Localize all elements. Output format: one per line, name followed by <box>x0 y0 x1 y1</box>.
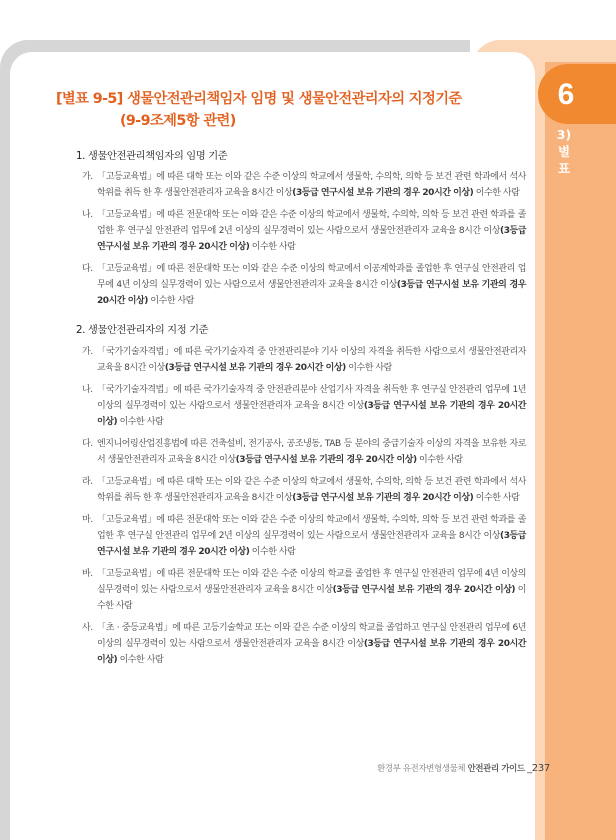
page-number: _237 <box>527 763 550 774</box>
item-body: 「고등교육법」에 따른 전문대학 또는 이와 같은 수준 이상의 학교에서 생물학, 수의학, 의학 등 보건 관련 학과를 졸업한 후 연구실 안전관리 업무에 2년 이상의 실무경력이 있는 사람으로서 생물안전관리자 교육을 8시간 이상 <box>97 515 526 541</box>
item-body: 「고등교육법」에 따른 전문대학 또는 이와 같은 수준 이상의 학교에서 이공계학과를 졸업한 후 연구실 안전관리 업무에 4년 이상의 실무경력이 있는 사람으로서 생물안전관리자 교육을 8시간 이상 <box>97 264 526 290</box>
item-tail: 이수한 사람 <box>97 585 527 611</box>
list-item <box>82 436 526 468</box>
item-bold: (3등급 연구시설 보유 기관의 경우 20시간 이상) <box>332 585 516 595</box>
item-tail: 이수한 사람 <box>345 363 392 373</box>
item-tail: 이수한 사람 <box>117 655 164 665</box>
section-heading-1: 1. 생물안전관리책임자의 임명 기준 <box>76 150 228 162</box>
item-marker: 나. <box>82 385 93 395</box>
item-body: 「국가기술자격법」에 따른 국가기술자격 중 안전관리분야 산업기사 자격을 취득한 후 연구실 안전관리 업무에 1년 이상의 실무경력이 있는 사람으로서 생물안전관리자 교육을 8시간 이상 <box>97 385 526 411</box>
item-tail: 이수한 사람 <box>473 493 520 503</box>
footer-guide-title: 안전관리 가이드 <box>467 763 525 773</box>
item-tail: 이수한 사람 <box>416 455 463 465</box>
item-tail: 이수한 사람 <box>147 296 194 306</box>
item-tail: 이수한 사람 <box>117 417 164 427</box>
section-label-char-1: 별 <box>557 144 571 159</box>
section-number: 3) <box>556 127 572 142</box>
item-body: 「고등교육법」에 따른 전문대학 또는 이와 같은 수준 이상의 학교를 졸업한 후 연구실 안전관리 업무에 4년 이상의 실무경력이 있는 사람으로서 생물안전관리자 교육을 8시간 이상 <box>97 569 526 595</box>
item-body: 「초 · 중등교육법」에 따른 고등기술학교 또는 이와 같은 수준 이상의 학교를 졸업하고 연구실 안전관리 업무에 6년 이상의 실무경력이 있는 사람으로서 생물안전관리자 교육을 8시간 이상 <box>97 623 526 649</box>
footer-publisher: 환경부 유전자변형생물체 <box>377 763 466 773</box>
item-marker: 마. <box>82 515 93 525</box>
item-bold: (3등급 연구시설 보유 기관의 경우 20시간 이상) <box>97 401 526 427</box>
item-bold: (3등급 연구시설 보유 기관의 경우 20시간 이상) <box>97 280 526 306</box>
item-marker: 다. <box>82 264 93 274</box>
section-side-label <box>546 126 582 177</box>
item-body: 「국가기술자격법」에 따른 국가기술자격 중 안전관리분야 기사 이상의 자격을 취득한 사람으로서 생물안전관리자 교육을 8시간 이상 <box>97 347 526 373</box>
background-orange-strip <box>545 62 616 840</box>
item-marker: 바. <box>82 569 93 579</box>
list-item <box>82 474 526 506</box>
item-tail: 이수한 사람 <box>249 242 296 252</box>
section-label-char-2: 표 <box>557 161 571 176</box>
item-text <box>97 436 526 468</box>
list-item <box>82 512 526 560</box>
item-marker: 라. <box>82 477 93 487</box>
item-bold: (3등급 연구시설 보유 기관의 경우 20시간 이상) <box>292 493 474 503</box>
item-body: 「고등교육법」에 따른 대학 또는 이와 같은 수준 이상의 학교에서 생물학, 수의학, 의학 등 보건 관련 학과에서 석사학위를 취득 한 후 생물안전관리자 교육을 8시간 이상 <box>97 172 526 198</box>
item-bold: (3등급 연구시설 보유 기관의 경우 20시간 이상) <box>97 531 526 557</box>
item-text <box>97 620 526 668</box>
item-marker: 나. <box>82 210 93 220</box>
list-item <box>82 169 526 201</box>
item-bold: (3등급 연구시설 보유 기관의 경우 20시간 이상) <box>164 363 346 373</box>
list-item <box>82 620 526 668</box>
page-footer <box>330 762 550 774</box>
title-line-2: (9-9조제5항 관련) <box>120 113 236 129</box>
item-marker: 가. <box>82 347 93 357</box>
title-line-1: [별표 9-5] 생물안전관리책임자 임명 및 생물안전관리자의 지정기준 <box>56 91 462 107</box>
content-body <box>76 147 526 674</box>
item-tail: 이수한 사람 <box>473 188 520 198</box>
item-body: 「고등교육법」에 따른 대학 또는 이와 같은 수준 이상의 학교에서 생물학, 수의학, 의학 등 보건 관련 학과에서 석사학위를 취득 한 후 생물안전관리자 교육을 8시간 이상 <box>97 477 526 503</box>
page-title <box>56 88 496 132</box>
list-item <box>82 344 526 376</box>
list-item <box>82 261 526 309</box>
item-body: 「고등교육법」에 따른 전문대학 또는 이와 같은 수준 이상의 학교에서 생물학, 수의학, 의학 등 보건 관련 학과를 졸업한 후 연구실 안전관리 업무에 2년 이상의 실무경력이 있는 사람으로서 생물안전관리자 교육을 8시간 이상 <box>97 210 526 236</box>
item-text <box>97 344 526 376</box>
item-body: 엔지니어링산업진흥법에 따른 건축설비, 전기공사, 공조냉동, TAB 등 분야의 중급기술자 이상의 자격을 보유한 자로서 생물안전관리자 교육을 8시간 이상 <box>97 439 526 465</box>
chapter-number: 6 <box>557 78 575 111</box>
item-text <box>97 261 526 309</box>
item-bold: (3등급 연구시설 보유 기관의 경우 20시간 이상) <box>97 226 526 252</box>
item-text <box>97 169 526 201</box>
list-item <box>82 566 526 614</box>
item-text <box>97 512 526 560</box>
item-text <box>97 382 526 430</box>
list-item <box>82 382 526 430</box>
item-marker: 가. <box>82 172 93 182</box>
list-item <box>82 207 526 255</box>
item-bold: (3등급 연구시설 보유 기관의 경우 20시간 이상) <box>235 455 417 465</box>
item-tail: 이수한 사람 <box>249 547 296 557</box>
item-text <box>97 566 526 614</box>
item-text <box>97 207 526 255</box>
section-heading-2: 2. 생물안전관리자의 지정 기준 <box>76 324 209 336</box>
item-bold: (3등급 연구시설 보유 기관의 경우 20시간 이상) <box>292 188 474 198</box>
item-bold: (3등급 연구시설 보유 기관의 경우 20시간 이상) <box>97 639 526 665</box>
item-marker: 다. <box>82 439 93 449</box>
item-marker: 사. <box>82 623 93 633</box>
item-text <box>97 474 526 506</box>
